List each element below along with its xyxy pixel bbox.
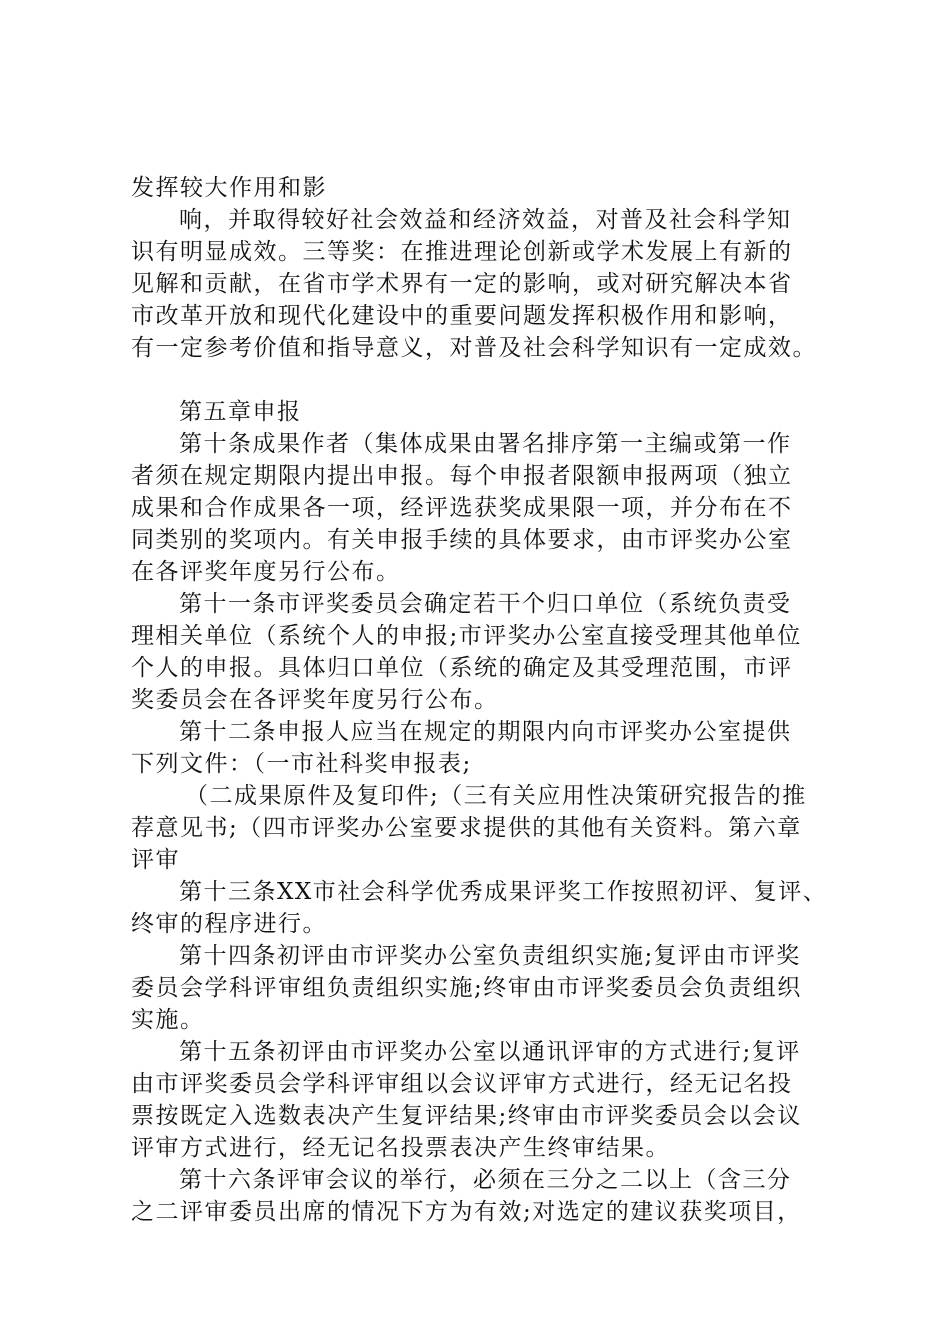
chapter-heading: 第五章申报 xyxy=(179,399,302,425)
text-line: 委员会学科评审组负责组织实施;终审由市评奖委员会负责组织 xyxy=(131,975,802,1001)
text-line: 第十一条市评奖委员会确定若干个归口单位（系统负责受 xyxy=(179,591,792,617)
text-line: 在各评奖年度另行公布。 xyxy=(131,559,401,585)
text-line: 有一定参考价值和指导意义，对普及社会科学知识有一定成效。 xyxy=(131,335,817,361)
text-line: 由市评奖委员会学科评审组以会议评审方式进行，经无记名投 xyxy=(131,1071,793,1097)
text-line: 成果和合作成果各一项，经评选获奖成果限一项，并分布在不 xyxy=(131,495,793,521)
text-line: 评审方式进行，经无记名投票表决产生终审结果。 xyxy=(131,1135,670,1161)
text-line: 识有明显成效。三等奖：在推进理论创新或学术发展上有新的 xyxy=(131,239,793,265)
text-line: 实施。 xyxy=(131,1007,205,1033)
text-line: 票按既定入选数表决产生复评结果;终审由市评奖委员会以会议 xyxy=(131,1103,802,1129)
text-line: 第十三条XX市社会科学优秀成果评奖工作按照初评、复评、 xyxy=(179,879,828,905)
text-line: 发挥较大作用和影 xyxy=(131,175,327,201)
text-line: 市改革开放和现代化建设中的重要问题发挥积极作用和影响， xyxy=(131,303,793,329)
text-line: （二成果原件及复印件;（三有关应用性决策研究报告的推 xyxy=(185,783,807,809)
text-line: 第十条成果作者（集体成果由署名排序第一主编或第一作 xyxy=(179,431,792,457)
paragraph-gap xyxy=(131,364,831,396)
text-line: 第十四条初评由市评奖办公室负责组织实施;复评由市评奖 xyxy=(179,943,801,969)
document-body xyxy=(131,172,831,1228)
text-line: 理相关单位（系统个人的申报;市评奖办公室直接受理其他单位 xyxy=(131,623,802,649)
text-line: 个人的申报。具体归口单位（系统的确定及其受理范围，市评 xyxy=(131,655,793,681)
text-line: 同类别的奖项内。有关申报手续的具体要求，由市评奖办公室 xyxy=(131,527,793,553)
text-line: 终审的程序进行。 xyxy=(131,911,327,937)
text-line: 见解和贡献，在省市学术界有一定的影响，或对研究解决本省 xyxy=(131,271,793,297)
text-line: 者须在规定期限内提出申报。每个申报者限额申报两项（独立 xyxy=(131,463,793,489)
text-line: 第十六条评审会议的举行，必须在三分之二以上（含三分 xyxy=(179,1167,792,1193)
text-line: 评审 xyxy=(131,847,180,873)
text-line: 奖委员会在各评奖年度另行公布。 xyxy=(131,687,499,713)
text-line: 之二评审委员出席的情况下方为有效;对选定的建议获奖项目， xyxy=(131,1199,802,1225)
text-line: 响，并取得较好社会效益和经济效益，对普及社会科学知 xyxy=(179,207,792,233)
text-line: 第十二条申报人应当在规定的期限内向市评奖办公室提供 xyxy=(179,719,792,745)
text-line: 荐意见书;（四市评奖办公室要求提供的其他有关资料。第六章 xyxy=(131,815,802,841)
text-line: 第十五条初评由市评奖办公室以通讯评审的方式进行;复评 xyxy=(179,1039,801,1065)
text-line: 下列文件：（一市社科奖申报表; xyxy=(131,751,472,777)
